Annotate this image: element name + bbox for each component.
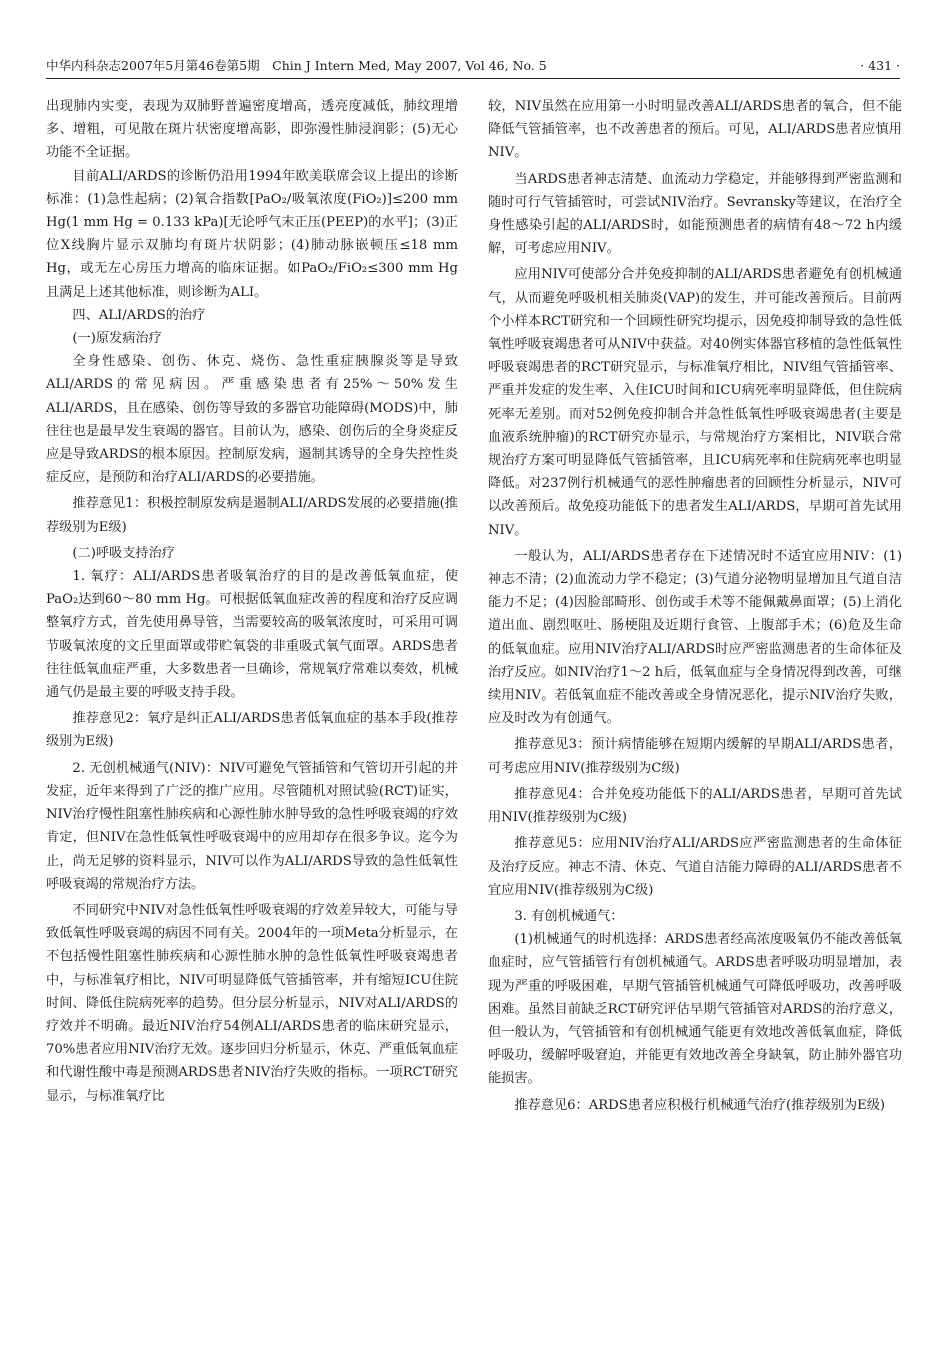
recommendation: 推荐意见3：预计病情能够在短期内缓解的早期ALI/ARDS患者，可考虑应用NIV(推荐级别为C级): [488, 737, 902, 776]
paragraph: 当ARDS患者神志清楚、血流动力学稳定，并能够得到严密监测和随时可行气管插管时，可尝试NIV治疗。Sevransky等建议，在治疗全身性感染引起的ALI/ARDS时，如能预测患者的病情有48～72 h内缓解，可考虑应用NIV。: [488, 171, 902, 257]
page-number: · 431 ·: [860, 58, 900, 73]
paragraph: 一般认为，ALI/ARDS患者存在下述情况时不适宜应用NIV：(1)神志不清；(2)血流动力学不稳定；(3)气道分泌物明显增加且气道自洁能力不足；(4)因脸部畸形、创伤或手术等不能佩戴鼻面罩；(5)上消化道出血、剧烈呕吐、肠梗阻及近期行食管、上腹部手术；(6)危及生命的低氧血症。应用NIV治疗ALI/ARDS时应严密监测患者的生命体征及治疗反应。如NIV治疗1～2 h后，低氧血症与全身情况得到改善，可继续用NIV。若低氧血症不能改善或全身情况恶化，提示NIV治疗失败，应及时改为有创通气。: [488, 548, 902, 727]
paragraph: 1. 氧疗：ALI/ARDS患者吸氧治疗的目的是改善低氧血症，使PaO₂达到60～80 mm Hg。可根据低氧血症改善的程度和治疗反应调整氧疗方式，首先使用鼻导管，当需要较高的吸氧浓度时，可采用可调节吸氧浓度的文丘里面罩或带贮氧袋的非重吸式氧气面罩。ARDS患者往往低氧血症严重，大多数患者一旦确诊，常规氧疗常难以奏效，机械通气仍是最主要的呼吸支持手段。: [46, 569, 458, 701]
subsection-heading: 3. 有创机械通气：: [514, 908, 624, 924]
paragraph: 出现肺内实变，表现为双肺野普遍密度增高，透亮度减低，肺纹理增多、增粗，可见散在斑片状密度增高影，即弥漫性肺浸润影；(5)无心功能不全证据。: [46, 99, 458, 161]
paragraph: (1)机械通气的时机选择：ARDS患者经高浓度吸氧仍不能改善低氧血症时，应气管插管行有创机械通气。ARDS患者呼吸功明显增加，表现为严重的呼吸困难，早期气管插管机械通气可降低呼吸功，改善呼吸困难。虽然目前缺乏RCT研究评估早期气管插管对ARDS的治疗意义，但一般认为，气管插管和有创机械通气能更有效地改善低氧血症，降低呼吸功，缓解呼吸窘迫，并能更有效地改善全身缺氧，防止肺外器官功能损害。: [488, 932, 902, 1087]
recommendation: 推荐意见1：积极控制原发病是遏制ALI/ARDS发展的必要措施(推荐级别为E级): [46, 496, 458, 535]
running-header: [46, 56, 900, 79]
section-heading: 四、ALI/ARDS的治疗: [72, 307, 206, 323]
paragraph: 较，NIV虽然在应用第一小时明显改善ALI/ARDS患者的氧合，但不能降低气管插管率，也不改善患者的预后。可见，ALI/ARDS患者应慎用NIV。: [488, 99, 902, 161]
journal-citation: 中华内科杂志2007年5月第46卷第5期 Chin J Intern Med, May 2007, Vol 46, No. 5: [46, 58, 547, 73]
recommendation: 推荐意见6：ARDS患者应积极行机械通气治疗(推荐级别为E级): [514, 1097, 886, 1113]
subsection-heading: (二)呼吸支持治疗: [72, 545, 175, 561]
paragraph: 全身性感染、创伤、休克、烧伤、急性重症胰腺炎等是导致ALI/ARDS的常见病因。严重感染患者有25%～50%发生ALI/ARDS，且在感染、创伤等导致的多器官功能障碍(MODS)中，肺往往也是最早发生衰竭的器官。目前认为，感染、创伤后的全身炎症反应是导致ARDS的根本原因。控制原发病，遏制其诱导的全身失控性炎症反应，是预防和治疗ALI/ARDS的必要措施。: [46, 354, 458, 486]
recommendation: 推荐意见2：氧疗是纠正ALI/ARDS患者低氧血症的基本手段(推荐级别为E级): [46, 711, 458, 750]
paragraph: 2. 无创机械通气(NIV)：NIV可避免气管插管和气管切开引起的并发症，近年来得到了广泛的推广应用。尽管随机对照试验(RCT)证实，NIV治疗慢性阻塞性肺疾病和心源性肺水肿导致的急性呼吸衰竭的疗效肯定，但NIV在急性低氧性呼吸衰竭中的应用却存在很多争议。迄今为止，尚无足够的资料显示，NIV可以作为ALI/ARDS导致的急性低氧性呼吸衰竭的常规治疗方法。: [46, 760, 458, 892]
right-column: [488, 95, 902, 1120]
recommendation: 推荐意见4：合并免疫功能低下的ALI/ARDS患者，早期可首先试用NIV(推荐级别为C级): [488, 786, 902, 826]
paragraph: 目前ALI/ARDS的诊断仍沿用1994年欧美联席会议上提出的诊断标准：(1)急性起病；(2)氧合指数[PaO₂/吸氧浓度(FiO₂)]≤200 mm Hg(1 mm Hg = 0.133 kPa)[无论呼气末正压(PEEP)的水平]；(3)正位X线胸片显示双肺均有斑片状阴影；(4)肺动脉嵌顿压≤18 mm Hg，或无左心房压力增高的临床证据。如PaO₂/FiO₂≤300 mm Hg且满足上述其他标准，则诊断为ALI。: [46, 168, 458, 300]
paragraph: 应用NIV可使部分合并免疫抑制的ALI/ARDS患者避免有创机械通气，从而避免呼吸机相关肺炎(VAP)的发生，并可能改善预后。目前两个小样本RCT研究和一个回顾性研究均提示，因免疫抑制导致的急性低氧性呼吸衰竭患者可从NIV中获益。对40例实体器官移植的急性低氧性呼吸衰竭患者的RCT研究显示，与标准氧疗相比，NIV组气管插管率、严重并发症的发生率、入住ICU时间和ICU病死率明显降低，但住院病死率无差别。而对52例免疫抑制合并急性低氧性呼吸衰竭患者(主要是血液系统肿瘤)的RCT研究亦显示，与常规治疗方案相比，NIV联合常规治疗方案可明显降低气管插管率，且ICU病死率和住院病死率也明显降低。对237例行机械通气的恶性肿瘤患者的回顾性分析显示，NIV可以改善预后。故免疫功能低下的患者发生ALI/ARDS，早期可首先试用NIV。: [488, 267, 902, 538]
left-column: [46, 95, 458, 1108]
recommendation: 推荐意见5：应用NIV治疗ALI/ARDS应严密监测患者的生命体征及治疗反应。神志不清、休克、气道自洁能力障碍的ALI/ARDS患者不宜应用NIV(推荐级别为C级): [488, 836, 902, 898]
paragraph: 不同研究中NIV对急性低氧性呼吸衰竭的疗效差异较大，可能与导致低氧性呼吸衰竭的病因不同有关。2004年的一项Meta分析显示，在不包括慢性阻塞性肺疾病和心源性肺水肿的急性低氧性呼吸衰竭患者中，与标准氧疗相比，NIV可明显降低气管插管率，并有缩短ICU住院时间、降低住院病死率的趋势。但分层分析显示，NIV对ALI/ARDS的疗效并不明确。最近NIV治疗54例ALI/ARDS患者的临床研究显示，70%患者应用NIV治疗无效。逐步回归分析显示，休克、严重低氧血症和代谢性酸中毒是预测ARDS患者NIV治疗失败的指标。一项RCT研究显示，与标准氧疗比: [46, 902, 458, 1104]
subsection-heading: (一)原发病治疗: [72, 331, 162, 347]
